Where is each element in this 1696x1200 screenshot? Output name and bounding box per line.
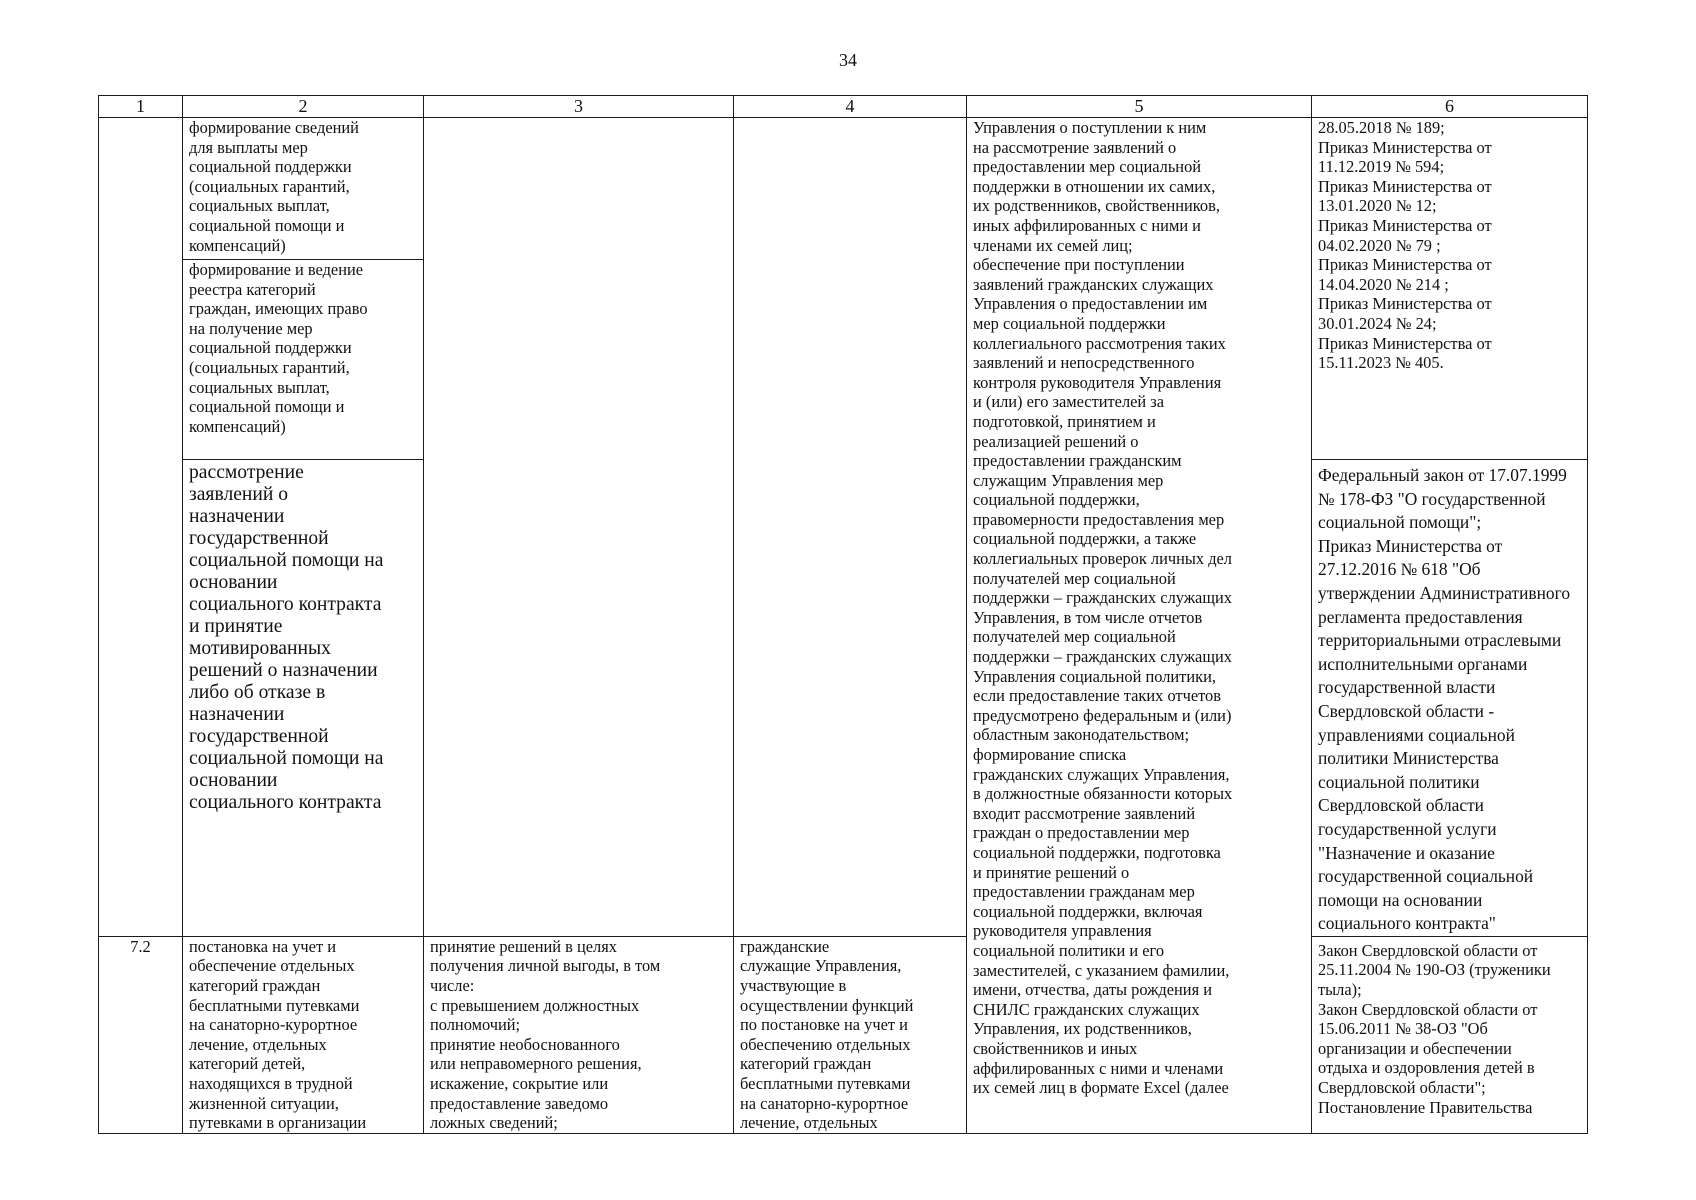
measures-cell: Управления о поступлении к ним на рассмотрение заявлений о предоставлении мер социальной поддержки в отношении их самих, их родственников, свойственников, иных аффилированных с ними и членами их семей лиц; обеспечение при поступлении заявлений гражданских служащих Управления о предоставлении им мер социальной поддержки коллегиального рассмотрения таких заявлений и непосредственного контроля руководителя Управления и (или) его заместителей за подготовкой, принятием и реализацией решений о предоставлении гражданским служащим Управления мер социальной поддержки, правомерности предоставления мер социальной поддержки, а также коллегиальных проверок личных дел получателей мер социальной поддержки – гражданских служащих Управления, в том числе отчетов получателей мер социальной поддержки – гражданских служащих Управления социальной политики, если предоставление таких отчетов предусмотрено федеральным и (или) областным законодательством; формирование списка гражданских служащих Управления, в должностные обязанности которых входит рассмотрение заявлений граждан о предоставлении мер социальной поддержки, подготовка и принятие решений о предоставлении гражданам мер социальной поддержки, включая руководителя управления социальной политики и его заместителей, с указанием фамилии, имени, отчества, даты рождения и СНИЛС гражданских служащих Управления, их родственников, свойственников и иных аффилированных с ними и членами их семей лиц в формате Excel (далее xyxy=(967,118,1312,1134)
page-number: 34 xyxy=(839,50,857,70)
function-cell: формирование и ведение реестра категорий граждан, имеющих право на получение мер социальной поддержки (социальных гарантий, социальных выплат, социальной помощи и компенсаций) xyxy=(183,260,424,460)
risk-cell xyxy=(424,118,734,937)
function-cell: формирование сведений для выплаты мер социальной поддержки (социальных гарантий, социальных выплат, социальной помощи и компенсаций) xyxy=(183,118,424,260)
table-row xyxy=(99,118,1588,260)
column-header-2: 2 xyxy=(183,96,424,118)
table-row xyxy=(99,936,1588,1133)
risk-cell: принятие решений в целях получения личной выгоды, в том числе: с превышением должностных полномочий; принятие необоснованного или неправомерного решения, искажение, сокрытие или предоставление заведомо ложных сведений; xyxy=(424,936,734,1133)
column-header-4: 4 xyxy=(734,96,967,118)
legal-basis-cell: Закон Свердловской области от 25.11.2004 № 190-ОЗ (труженики тыла); Закон Свердловской области от 15.06.2011 № 38-ОЗ "Об организации и обеспечении отдыха и оздоровления детей в Свердловской области"; Постановление Правительства xyxy=(1312,936,1588,1133)
function-cell: рассмотрение заявлений о назначении государственной социальной помощи на основании социального контракта и принятие мотивированных решений о назначении либо об отказе в назначении государственной социальной помощи на основании социального контракта xyxy=(183,460,424,937)
row-number-cell xyxy=(99,118,183,937)
legal-basis-cell: Федеральный закон от 17.07.1999 № 178-ФЗ "О государственной социальной помощи"; Приказ Министерства от 27.12.2016 № 618 "Об утверждении Административного регламента предоставления территориальными отраслевыми исполнительными органами государственной власти Свердловской области - управлениями социальной политики Министерства социальной политики Свердловской области государственной услуги "Назначение и оказание государственной социальной помощи на основании социального контракта" xyxy=(1312,460,1588,937)
header-row xyxy=(99,96,1588,118)
positions-cell xyxy=(734,118,967,937)
positions-cell: гражданские служащие Управления, участвующие в осуществлении функций по постановке на учет и обеспечению отдельных категорий граждан бесплатными путевками на санаторно-курортное лечение, отдельных xyxy=(734,936,967,1133)
row-number-cell: 7.2 xyxy=(99,936,183,1133)
column-header-3: 3 xyxy=(424,96,734,118)
function-cell: постановка на учет и обеспечение отдельных категорий граждан бесплатными путевками на санаторно-курортное лечение, отдельных категорий детей, находящихся в трудной жизненной ситуации, путевками в организации xyxy=(183,936,424,1133)
document-table xyxy=(98,95,1588,1134)
legal-basis-cell: 28.05.2018 № 189; Приказ Министерства от 11.12.2019 № 594; Приказ Министерства от 13.01.2020 № 12; Приказ Министерства от 04.02.2020 № 79 ; Приказ Министерства от 14.04.2020 № 214 ; Приказ Министерства от 30.01.2024 № 24; Приказ Министерства от 15.11.2023 № 405. xyxy=(1312,118,1588,460)
column-header-1: 1 xyxy=(99,96,183,118)
column-header-5: 5 xyxy=(967,96,1312,118)
column-header-6: 6 xyxy=(1312,96,1588,118)
